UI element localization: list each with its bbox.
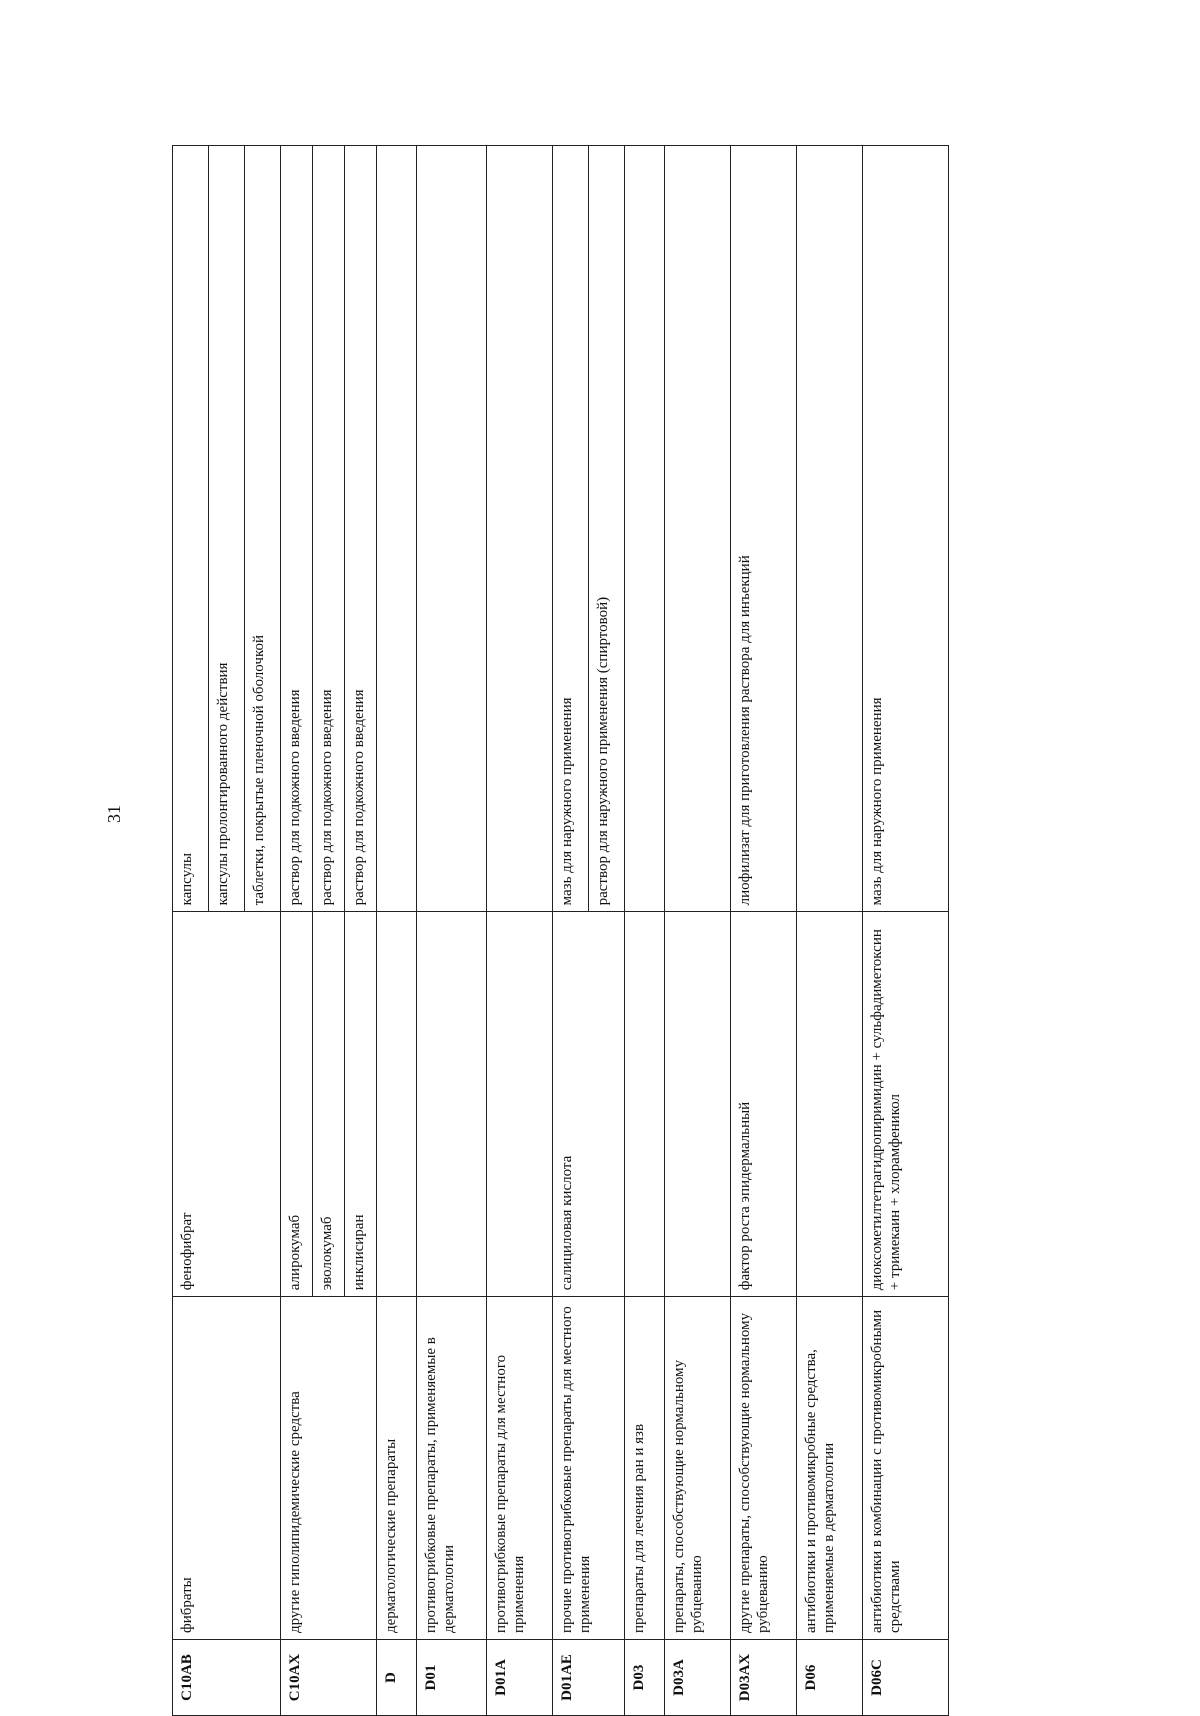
atc-code: D01 <box>417 1640 487 1716</box>
atc-code: D03AX <box>731 1640 797 1716</box>
dosage-form <box>625 146 665 912</box>
table-row <box>281 146 313 1716</box>
rotated-table-container <box>172 72 1200 1716</box>
substance-name: фактор роста эпидермальный <box>731 912 797 1297</box>
table-row <box>863 146 949 1716</box>
dosage-form: таблетки, покрытые пленочной оболочкой <box>245 146 281 912</box>
substance-name: диоксометилтетрагидропиримидин + сульфадиметоксин + тримекаин + хлорамфеникол <box>863 912 949 1297</box>
atc-code: C10AX <box>281 1640 377 1716</box>
substance-name: эволокумаб <box>313 912 345 1297</box>
dosage-form: капсулы пролонгированного действия <box>209 146 245 912</box>
group-name: дерматологические препараты <box>377 1297 417 1640</box>
page-number: 31 <box>103 805 124 823</box>
group-name: прочие противогрибковые препараты для местного применения <box>553 1297 625 1640</box>
table-row <box>553 146 589 1716</box>
dosage-form: капсулы <box>173 146 209 912</box>
drug-table <box>172 145 949 1716</box>
atc-code: D03 <box>625 1640 665 1716</box>
substance-name <box>377 912 417 1297</box>
table-row <box>731 146 797 1716</box>
atc-code: C10AB <box>173 1640 281 1716</box>
substance-name <box>665 912 731 1297</box>
group-name: другие гиполипидемические средства <box>281 1297 377 1640</box>
substance-name <box>487 912 553 1297</box>
substance-name <box>625 912 665 1297</box>
substance-name <box>417 912 487 1297</box>
dosage-form <box>665 146 731 912</box>
substance-name: фенофибрат <box>173 912 281 1297</box>
atc-code: D03A <box>665 1640 731 1716</box>
dosage-form: раствор для подкожного введения <box>345 146 377 912</box>
table-row <box>665 146 731 1716</box>
atc-code: D06C <box>863 1640 949 1716</box>
group-name: противогрибковые препараты, применяемые в дерматологии <box>417 1297 487 1640</box>
substance-name: алирокумаб <box>281 912 313 1297</box>
group-name: другие препараты, способствующие нормальному рубцеванию <box>731 1297 797 1640</box>
dosage-form: мазь для наружного применения <box>863 146 949 912</box>
atc-code: D <box>377 1640 417 1716</box>
group-name: препараты, способствующие нормальному рубцеванию <box>665 1297 731 1640</box>
substance-name <box>797 912 863 1297</box>
table-row <box>797 146 863 1716</box>
substance-name: салициловая кислота <box>553 912 625 1297</box>
table-row <box>625 146 665 1716</box>
dosage-form: лиофилизат для приготовления раствора для инъекций <box>731 146 797 912</box>
atc-code: D06 <box>797 1640 863 1716</box>
substance-name: инклисиран <box>345 912 377 1297</box>
table-row <box>377 146 417 1716</box>
table-row <box>173 146 209 1716</box>
table-row <box>487 146 553 1716</box>
dosage-form <box>417 146 487 912</box>
table-frame <box>172 72 1200 1716</box>
dosage-form <box>377 146 417 912</box>
dosage-form <box>487 146 553 912</box>
group-name: антибиотики в комбинации с противомикробными средствами <box>863 1297 949 1640</box>
dosage-form: мазь для наружного применения <box>553 146 589 912</box>
atc-code: D01A <box>487 1640 553 1716</box>
atc-code: D01AE <box>553 1640 625 1716</box>
group-name: антибиотики и противомикробные средства, применяемые в дерматологии <box>797 1297 863 1640</box>
group-name: противогрибковые препараты для местного применения <box>487 1297 553 1640</box>
group-name: фибраты <box>173 1297 281 1640</box>
dosage-form: раствор для подкожного введения <box>281 146 313 912</box>
dosage-form <box>797 146 863 912</box>
table-row <box>417 146 487 1716</box>
group-name: препараты для лечения ран и язв <box>625 1297 665 1640</box>
dosage-form: раствор для подкожного введения <box>313 146 345 912</box>
dosage-form: раствор для наружного применения (спиртовой) <box>589 146 625 912</box>
